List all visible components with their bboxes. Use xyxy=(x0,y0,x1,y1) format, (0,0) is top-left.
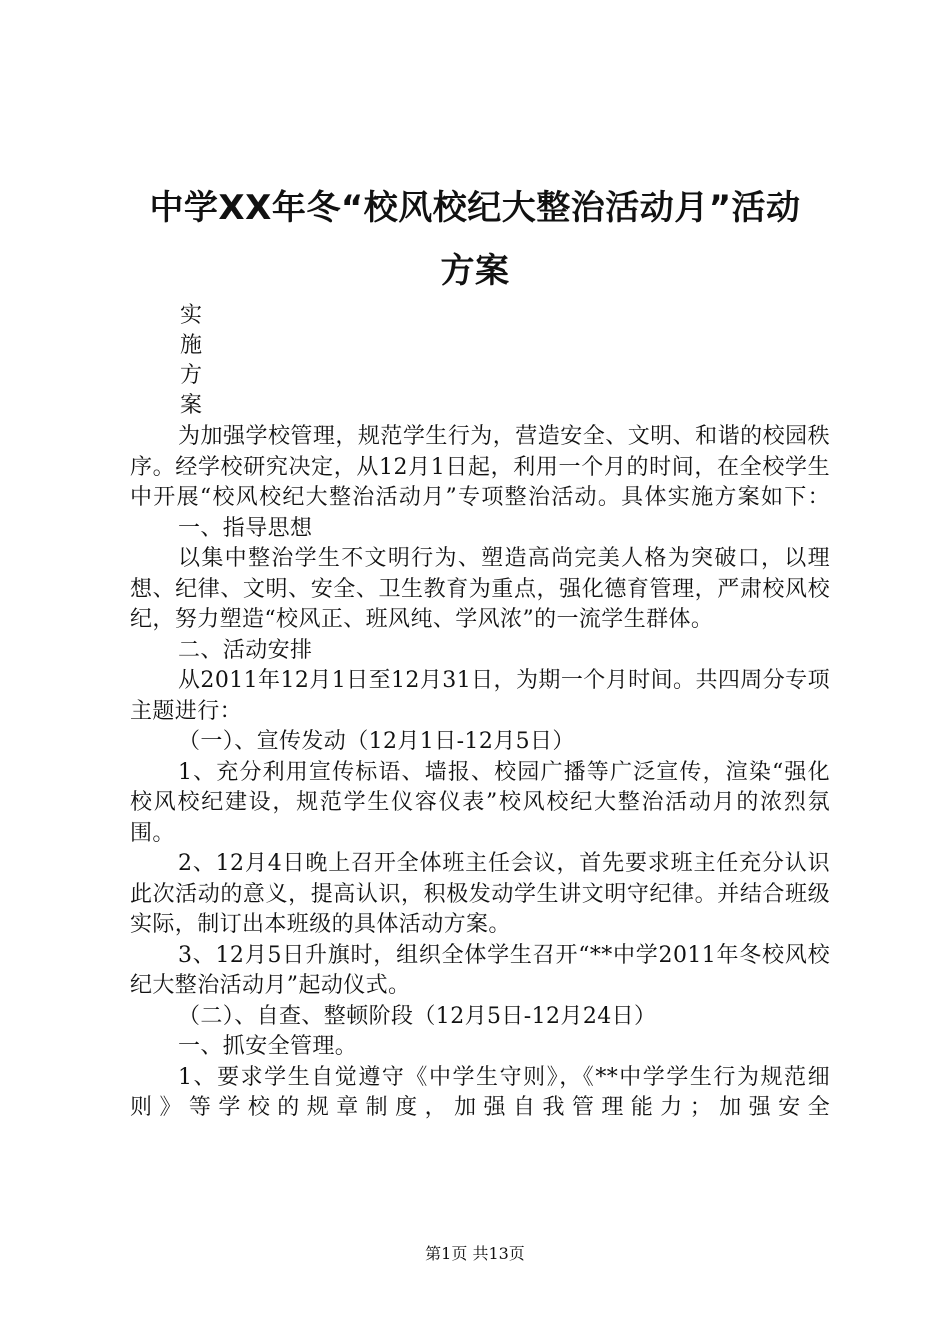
paragraph-safety-item-1: 1、要求学生自觉遵守《中学生守则》，《**中学学生行为规范细则》等学校的规章制度，加强自我管理能力；加强安全 xyxy=(130,1064,830,1120)
page-number: 第1页 共13页 xyxy=(425,1244,525,1263)
subsection-heading-publicity: （一）、宣传发动（12月1日-12月5日） xyxy=(178,729,575,754)
document-title-line-1: 中学XX年冬“校风校纪大整治活动月”活动 xyxy=(149,188,801,228)
document-title-line-2: 方案 xyxy=(440,251,510,291)
document-body xyxy=(130,422,830,1124)
section-heading-guiding-ideology: 一、指导思想 xyxy=(178,515,313,541)
paragraph-guiding-ideology: 以集中整治学生不文明行为、塑造高尚完美人格为突破口，以理想、纪律、文明、安全、卫生教育为重点，强化德育管理，严肃校风校纪，努力塑造“校风正、班风纯、学风浓”的一流学生群体。 xyxy=(130,546,830,632)
section-heading-safety: 一、抓安全管理。 xyxy=(178,1034,358,1059)
section-heading-activity-arrangement: 二、活动安排 xyxy=(178,637,313,663)
paragraph-item-3: 3、12月5日升旗时，组织全体学生召开“**中学2011年冬校风校纪大整治活动月”起动仪式。 xyxy=(130,942,830,998)
vertical-heading xyxy=(180,301,204,421)
paragraph-intro: 为加强学校管理，规范学生行为，营造安全、文明、和谐的校园秩序。经学校研究决定，从12月1日起，利用一个月的时间，在全校学生中开展“校风校纪大整治活动月”专项整治活动。具体实施方案如下： xyxy=(130,424,830,510)
vertical-char: 实 xyxy=(180,303,203,328)
vertical-char: 方 xyxy=(180,363,203,388)
vertical-char: 施 xyxy=(180,333,203,358)
paragraph-item-1: 1、充分利用宣传标语、墙报、校园广播等广泛宣传，渲染“强化校风校纪建设，规范学生仪容仪表”校风校纪大整治活动月的浓烈氛围。 xyxy=(130,759,830,846)
paragraph-item-2: 2、12月4日晚上召开全体班主任会议，首先要求班主任充分认识此次活动的意义，提高认识，积极发动学生讲文明守纪律。并结合班级实际，制订出本班级的具体活动方案。 xyxy=(130,851,830,937)
subsection-heading-self-inspection: （二）、自查、整顿阶段（12月5日-12月24日） xyxy=(178,1003,657,1029)
vertical-char: 案 xyxy=(180,393,203,418)
paragraph-schedule: 从2011年12月1日至12月31日，为期一个月时间。共四周分专项主题进行： xyxy=(130,668,830,724)
